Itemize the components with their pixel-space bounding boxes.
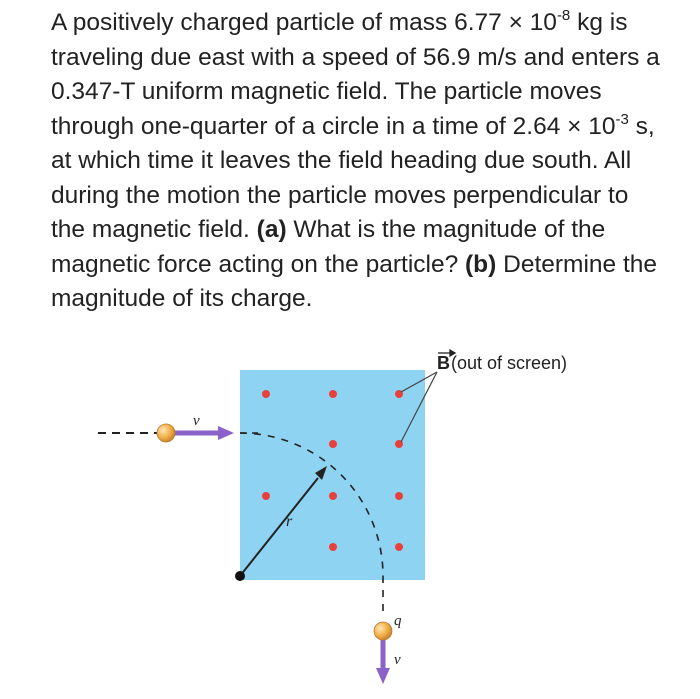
incoming-particle bbox=[157, 424, 175, 442]
field-dot bbox=[395, 543, 403, 551]
part-a-label: (a) bbox=[256, 216, 287, 243]
problem-text-3: s, at which time it leaves the field heading due south. All during the motion the particle moves perpendicular to the magnetic field. bbox=[51, 112, 655, 243]
radius-label: r bbox=[286, 513, 293, 530]
field-dot bbox=[395, 492, 403, 500]
part-b-question: Determine the magnitude of its charge. bbox=[51, 250, 657, 312]
field-direction-label: (out of screen) bbox=[451, 353, 568, 373]
part-a-question: What is the magnitude of the magnetic force acting on the particle? bbox=[51, 216, 606, 278]
exit-velocity-arrowhead-icon bbox=[376, 668, 390, 684]
problem-text-1: A positively charged particle of mass bbox=[51, 9, 455, 36]
incoming-velocity-label: v bbox=[193, 413, 200, 429]
field-symbol: B bbox=[437, 353, 450, 373]
field-dot bbox=[329, 440, 337, 448]
problem-text-2: kg is traveling due east with a speed of 56.9 m/s and enters a 0.347-T uniform magnetic field. The particle moves through one-quarter of a circle in a time of bbox=[51, 9, 660, 140]
time-exponent: -3 bbox=[615, 110, 629, 128]
incoming-velocity-arrowhead-icon bbox=[218, 426, 234, 440]
field-dot bbox=[329, 543, 337, 551]
field-dot bbox=[262, 492, 270, 500]
mass-value: 6.77 × 10 bbox=[454, 9, 557, 36]
charge-label: q bbox=[394, 613, 402, 629]
field-dot bbox=[329, 390, 337, 398]
time-value: 2.64 × 10 bbox=[512, 112, 616, 140]
exit-particle bbox=[374, 622, 392, 640]
field-dot bbox=[329, 492, 337, 500]
exit-velocity-label: v bbox=[394, 652, 401, 668]
field-dot bbox=[262, 390, 270, 398]
mass-exponent: -8 bbox=[556, 7, 571, 24]
circle-center bbox=[235, 571, 245, 581]
part-b-label: (b) bbox=[465, 250, 497, 278]
